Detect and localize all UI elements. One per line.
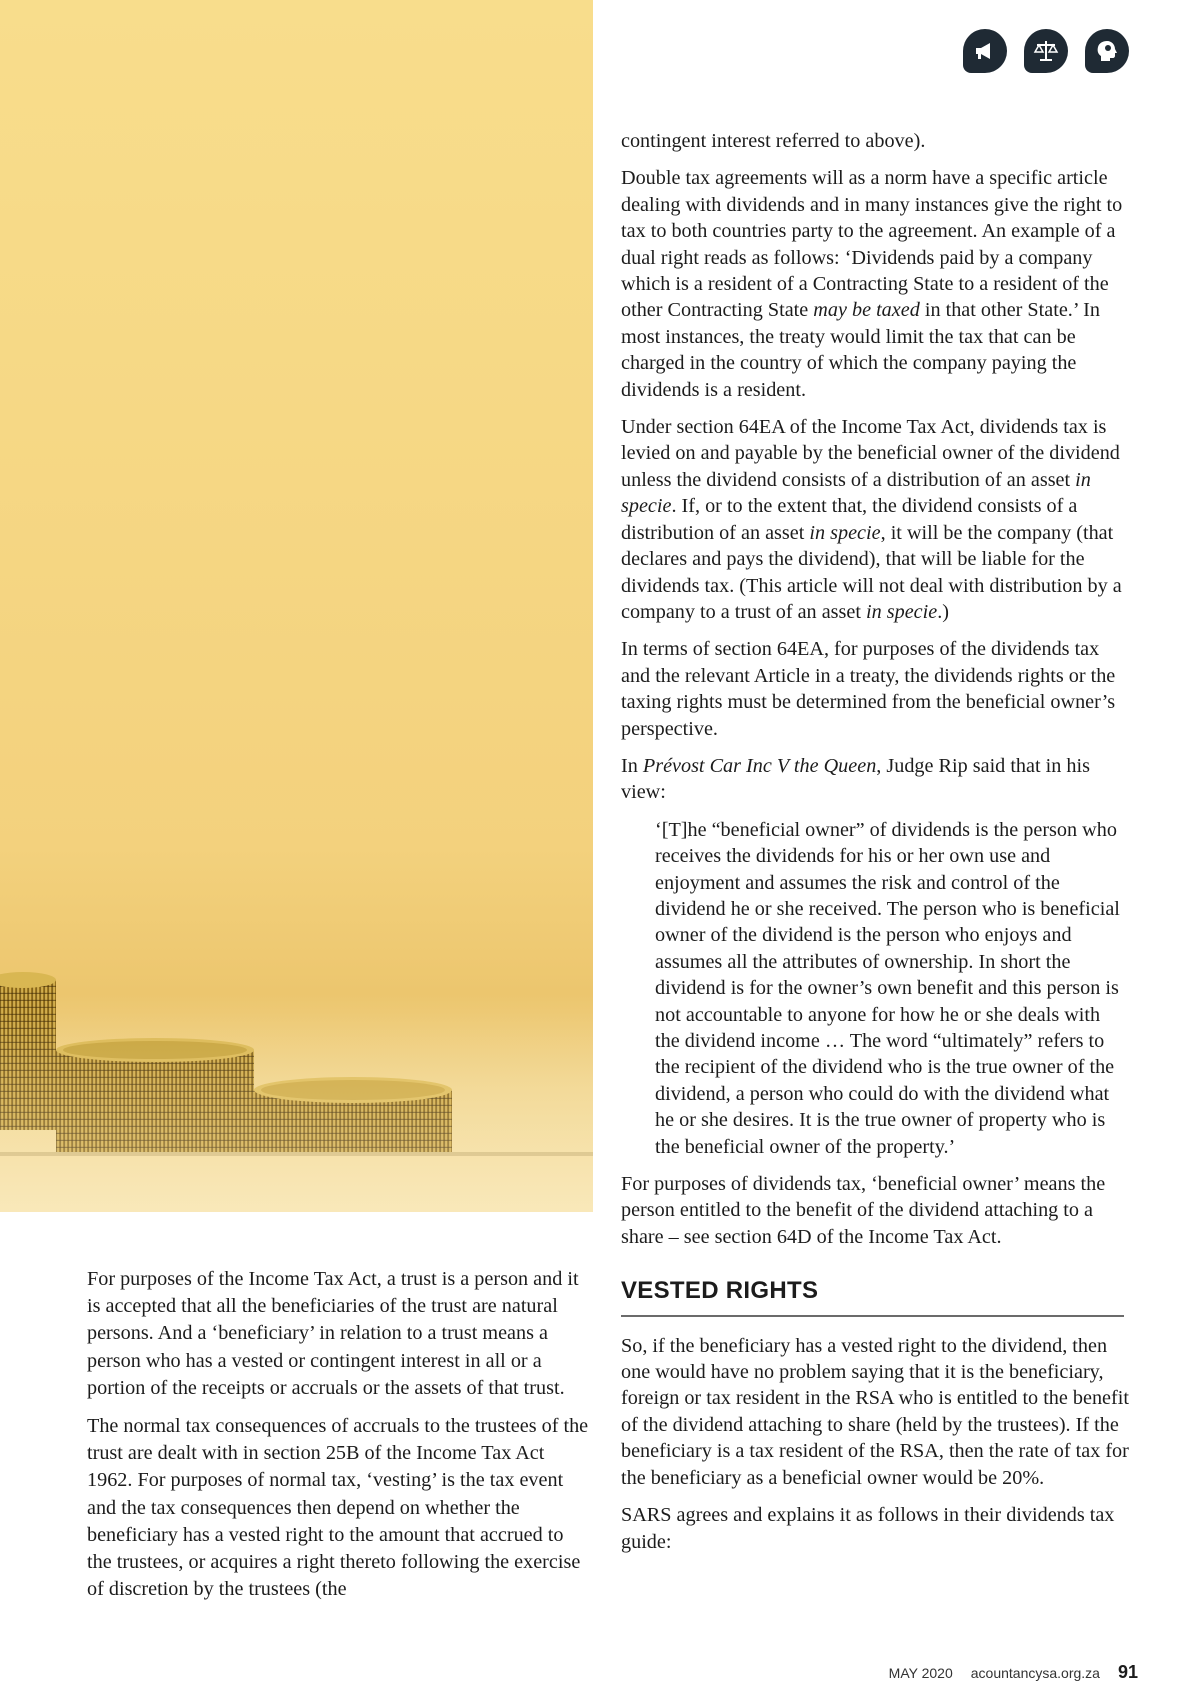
coin-stacks-graphic: [0, 0, 593, 1212]
issue-date: MAY 2020: [888, 1665, 953, 1681]
right-column: [621, 128, 1129, 1566]
paragraph: For purposes of the Income Tax Act, a trust is a person and it is accepted that all the beneficiaries of the trust are natural persons. And a ‘beneficiary’ in relation to a trust means a person who has a vested or contingent interest in all or a portion of the receipts or accruals or the assets of that trust.: [87, 1268, 579, 1399]
paragraph: contingent interest referred to above).: [621, 130, 926, 152]
scales-icon: [1024, 29, 1068, 73]
website-link[interactable]: acountancysa.org.za: [970, 1665, 1100, 1681]
left-column: [87, 1266, 592, 1614]
page-number: 91: [1117, 1662, 1138, 1682]
paragraph: So, if the beneficiary has a vested right to the dividend, then one would have no problem saying that it is the beneficiary, foreign or tax resident in the RSA who is entitled to the benefit of the dividend attaching to share (held by the trustees). If the beneficiary is a tax resident of the RSA, then the rate of tax for the beneficiary as a beneficial owner would be 20%.: [621, 1334, 1129, 1489]
paragraph: Double tax agreements will as a norm have a specific article dealing with dividends and in many instances give the right to tax to both countries party to the agreement. An example of a dual right reads as follows: ‘Dividends paid by a company which is a resident of a Contracting State to a resident of the other Contracting State may be taxed in that other State.’ In most instances, the treaty would limit the tax that can be charged in the country of which the company paying the dividends is a resident.: [621, 167, 1123, 401]
megaphone-icon: [963, 29, 1007, 73]
block-quote: ‘[T]he “beneficial owner” of dividends is the person who receives the dividends for his or her own use and enjoyment and assumes the risk and control of the dividend he or she received. The person who is beneficial owner of the dividend is the person who enjoys and assumes all the attributes of ownership. In short the dividend is for the owner’s own benefit and this person is not accountable to anyone for how he or she deals with the dividend income … The word “ultimately” refers to the recipient of the dividend who is the true owner of the dividend, a person who could do with the dividend what he or she desires. It is the true owner of property who is the beneficial owner of the property.’: [655, 818, 1120, 1158]
paragraph: The normal tax consequences of accruals to the trustees of the trust are dealt with in section 25B of the Income Tax Act 1962. For purposes of normal tax, ‘vesting’ is the tax event and the tax consequences then depend on whether the beneficiary has a vested right to the amount that accrued to the trustees, or acquires a right thereto following the exercise of discretion by the trustees (the: [87, 1415, 589, 1601]
paragraph: Under section 64EA of the Income Tax Act, dividends tax is levied on and payable by the beneficial owner of the dividend unless the dividend consists of a distribution of an asset in specie. If, or to the extent that, the dividend consists of a distribution of an asset in specie, it will be the company (that declares and pays the dividend), that will be liable for the dividends tax. (This article will not deal with distribution by a company to a trust of an asset in specie.): [621, 416, 1122, 623]
head-gear-icon: [1085, 29, 1129, 73]
page-footer: [889, 1662, 1138, 1683]
paragraph: In terms of section 64EA, for purposes of the dividends tax and the relevant Article in a treaty, the dividends rights or the taxing rights must be determined from the beneficial owner’s perspective.: [621, 638, 1116, 740]
paragraph: For purposes of dividends tax, ‘beneficial owner’ means the person entitled to the benefit of the dividend attaching to a share – see section 64D of the Income Tax Act.: [621, 1173, 1106, 1248]
paragraph: In Prévost Car Inc V the Queen, Judge Rip said that in his view:: [621, 754, 1090, 804]
section-icons: [963, 29, 1129, 73]
paragraph: SARS agrees and explains it as follows in their dividends tax guide:: [621, 1504, 1115, 1553]
coins-photo: [0, 0, 593, 1212]
section-heading: VESTED RIGHTS: [621, 1278, 1124, 1316]
